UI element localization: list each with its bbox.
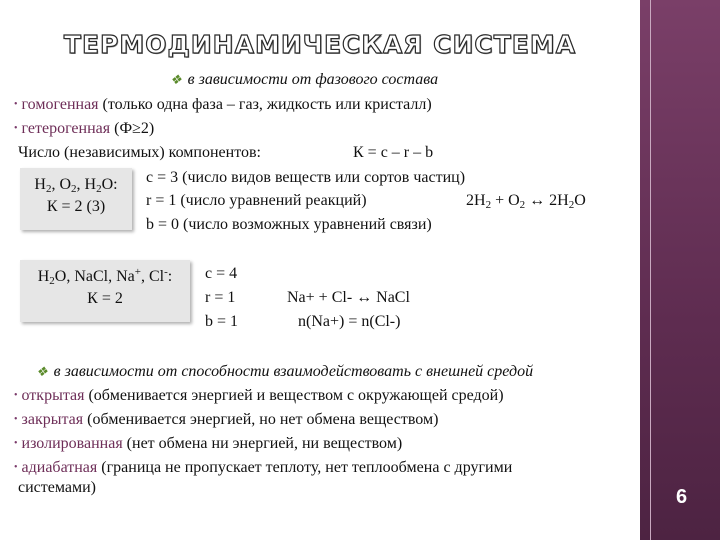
page-number: 6 <box>676 486 688 508</box>
desc-isolated: (нет обмена ни энергией, ни веществом) <box>122 435 403 452</box>
diamond-bullet-icon: ❖ <box>170 72 182 87</box>
components-formula: К = c – r – b <box>353 144 434 161</box>
components-line <box>18 143 261 163</box>
term-homogeneous: гомогенная <box>21 96 99 113</box>
section2-heading <box>36 362 533 382</box>
term-open: открытая <box>21 387 85 404</box>
section2-heading-text: в зависимости от способности взаимодействовать с внешней средой <box>53 363 534 380</box>
list-item-heterogeneous <box>14 119 154 141</box>
desc-open: (обменивается энергией и веществом с окружающей средой) <box>84 387 504 404</box>
bullet-icon: • <box>14 99 18 110</box>
r-line: r = 1 (число уравнений реакций) <box>146 192 367 209</box>
list-item-adiabatic <box>14 458 512 480</box>
list-item-isolated <box>14 434 402 456</box>
bullet-icon: • <box>14 390 18 401</box>
bullet-icon: • <box>14 414 18 425</box>
diamond-bullet-icon: ❖ <box>36 364 48 379</box>
desc-adiabatic: (граница не пропускает теплоту, нет теплообмена с другими <box>97 459 513 476</box>
reaction-water: $2H_2 + O_2$ ↔ $2H_2O$ <box>466 192 586 211</box>
term-isolated: изолированная <box>21 435 123 452</box>
right-sidebar <box>640 0 720 540</box>
desc-closed: (обменивается энергией, но нет обмена веществом) <box>83 411 439 428</box>
box2-line1: $H_2O$, NaCl, Na+, Cl-: <box>37 266 173 287</box>
desc-heterogeneous: (Ф≥2) <box>110 120 155 137</box>
list-item-open <box>14 386 504 408</box>
components-text: Число (независимых) компонентов: <box>18 144 261 161</box>
desc-homogeneous: (только одна фаза – газ, жидкость или кристалл) <box>98 96 432 113</box>
term-closed: закрытая <box>21 411 84 428</box>
reaction-water-rhs: ↔ 2H <box>529 192 569 209</box>
list-item-closed <box>14 410 438 432</box>
box1-line1: $H_2$, $O_2$, $H_2O$: <box>34 176 118 195</box>
section1-heading-text: в зависимости от фазового состава <box>187 71 439 88</box>
sidebar-divider <box>650 0 651 540</box>
c-line: c = 3 (число видов веществ или сортов частиц) <box>146 169 466 186</box>
adiabatic-continuation: системами) <box>18 479 96 496</box>
bullet-icon: • <box>14 438 18 449</box>
r2-line: r = 1 <box>205 289 236 306</box>
box2-line2: К = 2 <box>87 290 123 307</box>
term-heterogeneous: гетерогенная <box>21 120 111 137</box>
page-title: ТЕРМОДИНАМИЧЕСКАЯ СИСТЕМА <box>63 30 577 59</box>
relation-nacl: n(Na+) = n(Cl-) <box>298 313 401 330</box>
list-item-homogeneous <box>14 95 432 117</box>
c2-line: c = 4 <box>205 265 238 282</box>
b2-line: b = 1 <box>205 313 239 330</box>
reaction-nacl: Na+ + Cl- ↔ NaCl <box>287 289 410 306</box>
section1-heading <box>170 70 438 90</box>
term-adiabatic: адиабатная <box>21 459 98 476</box>
bullet-icon: • <box>14 462 18 473</box>
bullet-icon: • <box>14 123 18 134</box>
b-line: b = 0 (число возможных уравнений связи) <box>146 216 432 233</box>
box1-line2: К = 2 (3) <box>46 198 106 215</box>
